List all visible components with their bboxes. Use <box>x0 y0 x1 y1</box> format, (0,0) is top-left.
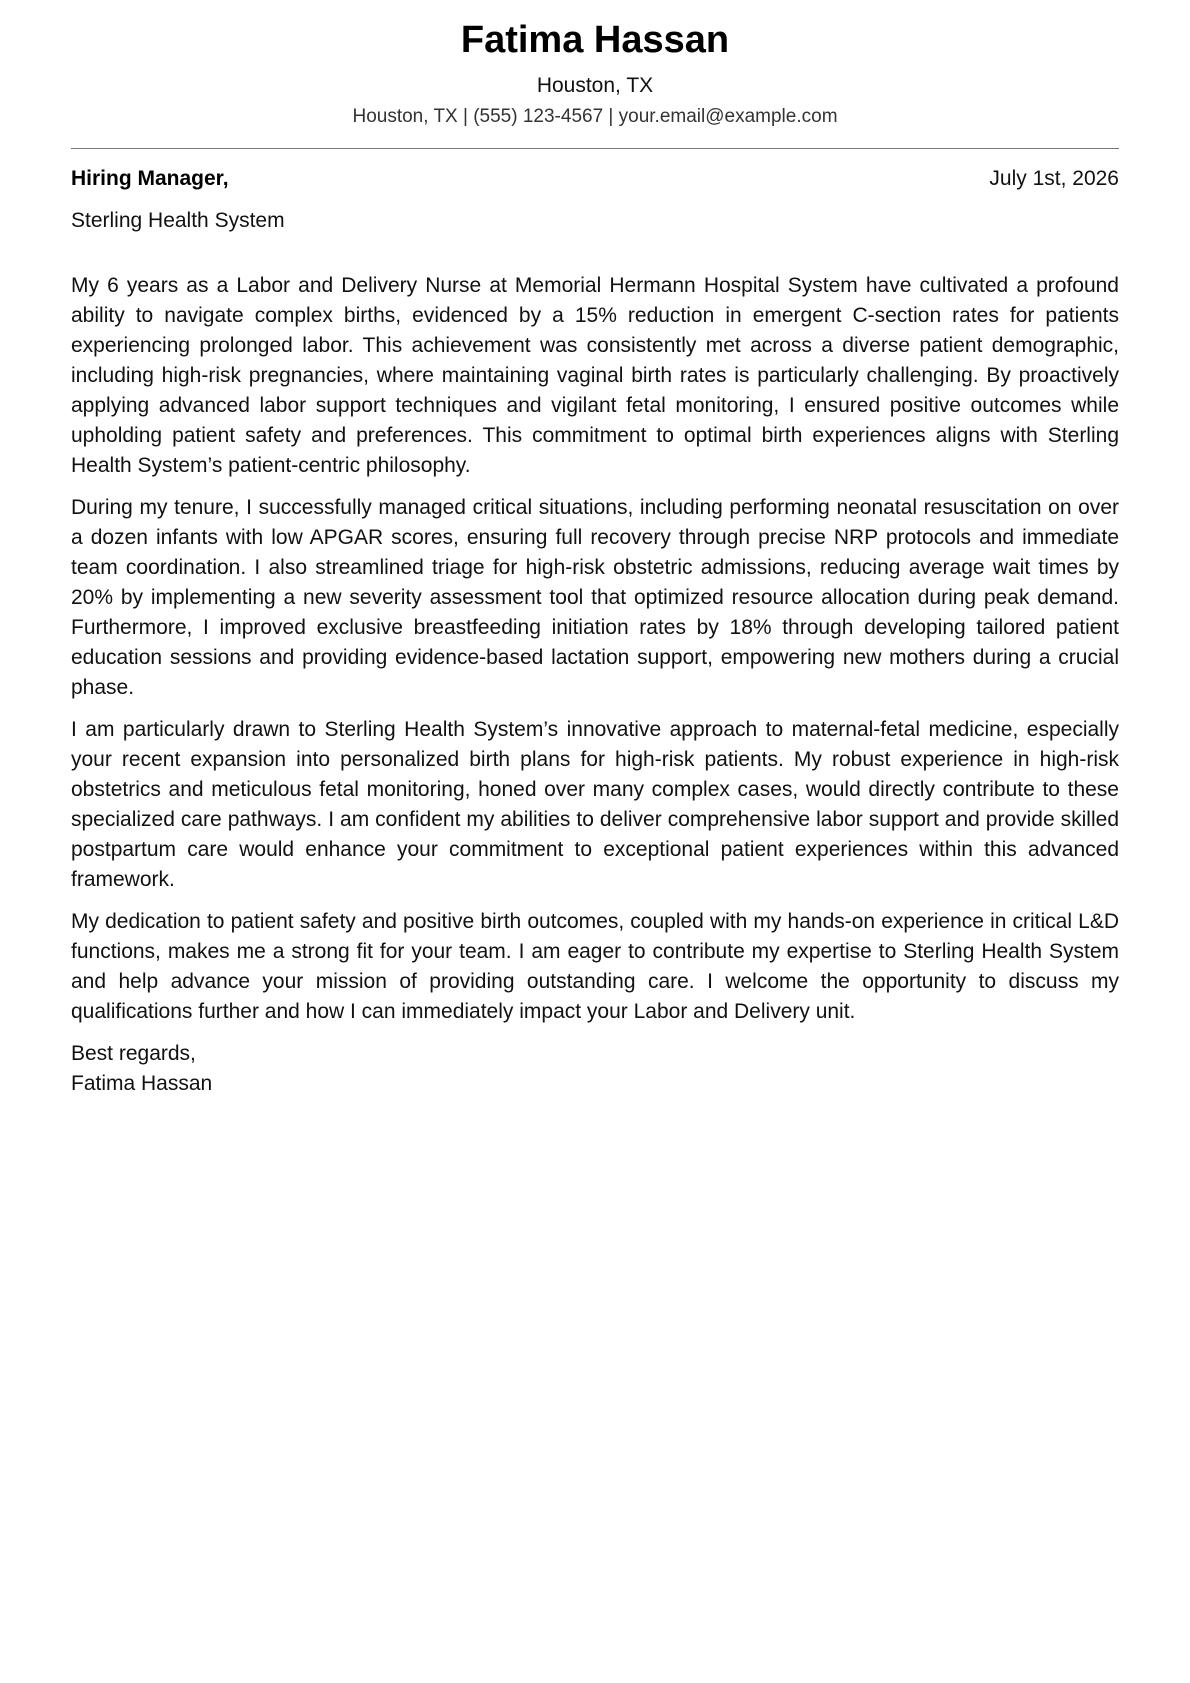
recipient-date-row <box>71 165 1119 193</box>
body-paragraph: My 6 years as a Labor and Delivery Nurse at Memorial Hermann Hospital System have cultivated a profound ability to navigate complex births, evidenced by a 15% reduction in emergent C-section rates for patients experiencing prolonged labor. This achievement was consistently met across a diverse patient demographic, including high-risk pregnancies, where maintaining vaginal birth rates is particularly challenging. By proactively applying advanced labor support techniques and vigilant fetal monitoring, I ensured positive outcomes while upholding patient safety and preferences. This commitment to optimal birth experiences aligns with Sterling Health System’s patient-centric philosophy. <box>71 274 1119 477</box>
body-paragraph: My dedication to patient safety and positive birth outcomes, coupled with my hands-on experience in critical L&D functions, makes me a strong fit for your team. I am eager to contribute my expertise to Sterling Health System and help advance your mission of providing outstanding care. I welcome the opportunity to discuss my qualifications further and how I can immediately impact your Labor and Delivery unit. <box>71 910 1119 1023</box>
company-name: Sterling Health System <box>71 209 285 232</box>
signature-name: Fatima Hassan <box>71 1072 213 1095</box>
recipient-salutation: Hiring Manager, <box>71 167 229 190</box>
contact-line: Houston, TX | (555) 123-4567 | your.email@example.com <box>352 106 838 127</box>
body-paragraph: During my tenure, I successfully managed critical situations, including performing neonatal resuscitation on over a dozen infants with low APGAR scores, ensuring full recovery through precise NRP protocols and immediate team coordination. I also streamlined triage for high-risk obstetric admissions, reducing average wait times by 20% by implementing a new severity assessment tool that optimized resource allocation during peak demand. Furthermore, I improved exclusive breastfeeding initiation rates by 18% through developing tailored patient education sessions and providing evidence-based lactation support, empowering new mothers during a crucial phase. <box>71 496 1119 699</box>
letter-header <box>71 0 1119 130</box>
letter-date: July 1st, 2026 <box>989 167 1119 190</box>
body-paragraph: I am particularly drawn to Sterling Health System’s innovative approach to maternal-fetal medicine, especially your recent expansion into personalized birth plans for high-risk patients. My robust experience in high-risk obstetrics and meticulous fetal monitoring, honed over many complex cases, would directly contribute to these specialized care pathways. I am confident my abilities to deliver comprehensive labor support and provide skilled postpartum care would enhance your commitment to exceptional patient experiences within this advanced framework. <box>71 718 1119 891</box>
header-divider <box>71 148 1119 149</box>
applicant-name: Fatima Hassan <box>460 19 730 61</box>
applicant-location: Houston, TX <box>536 74 654 97</box>
letter-body <box>71 271 1119 1027</box>
closing-phrase: Best regards, <box>71 1042 196 1065</box>
letter-closing <box>71 1039 1119 1099</box>
